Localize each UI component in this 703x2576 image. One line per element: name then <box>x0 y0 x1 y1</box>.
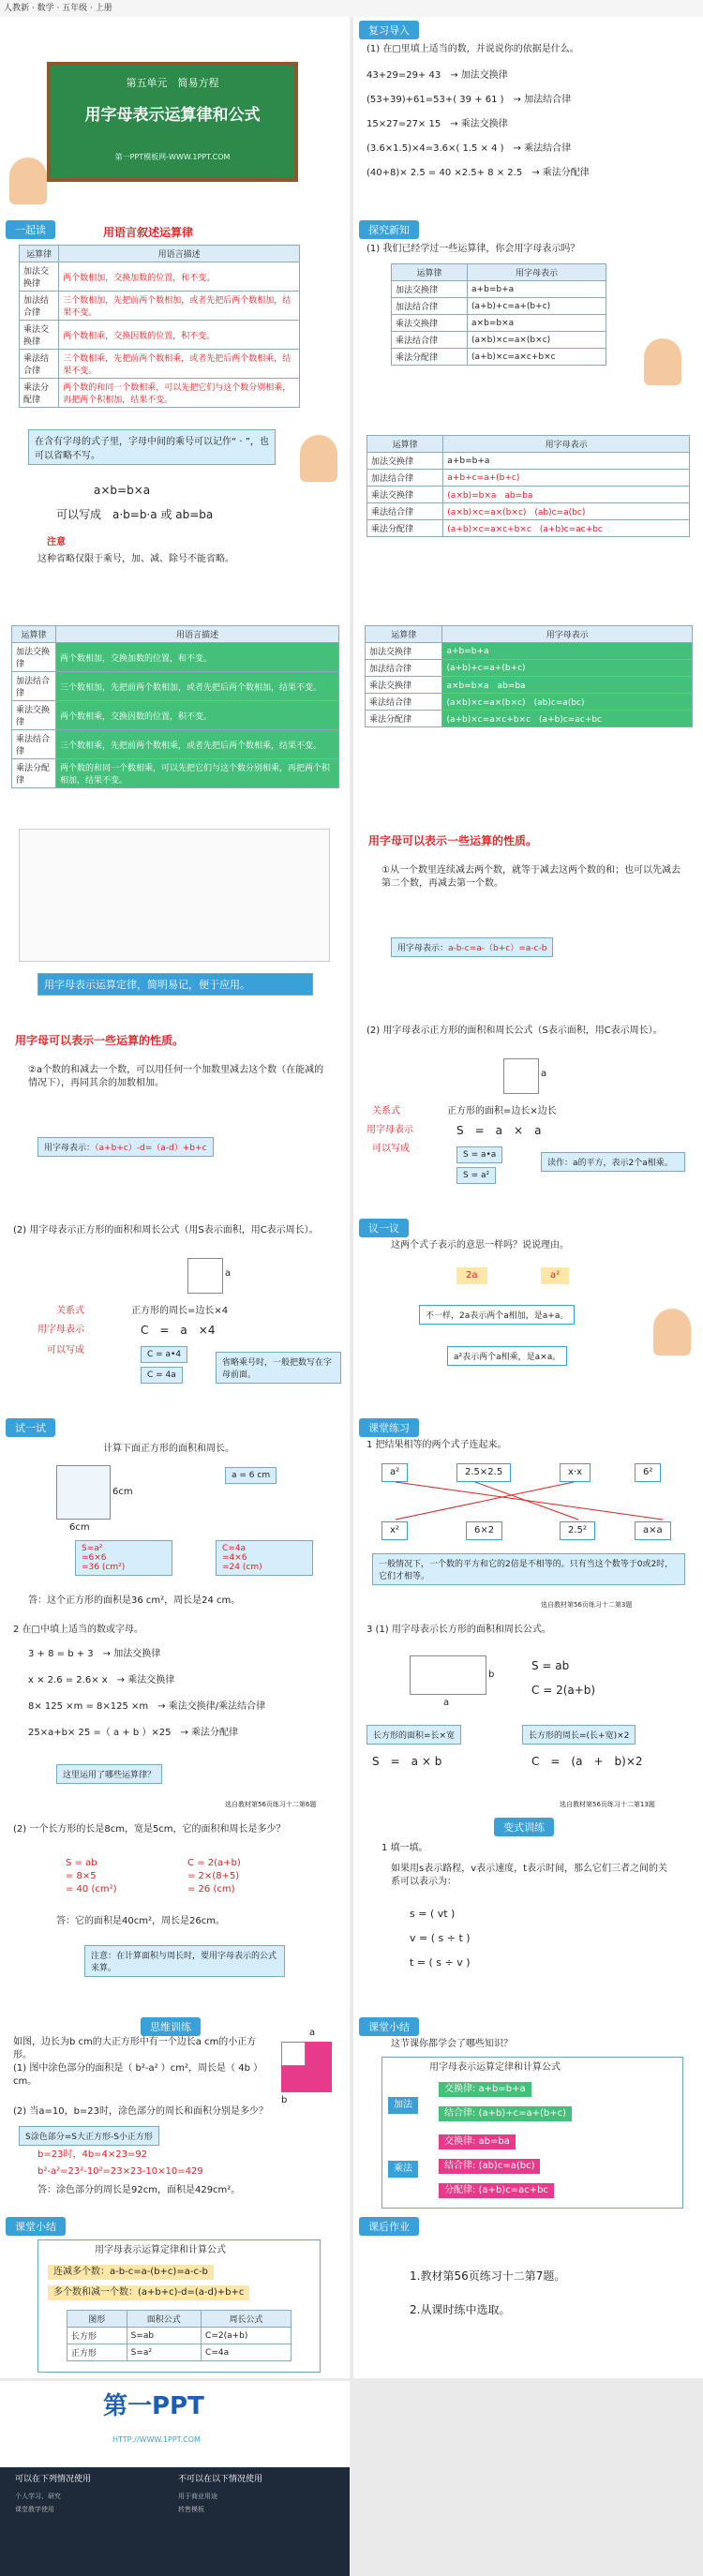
rect2-note: 注意：在计算面积与周长时，要用字母表示的公式来算。 <box>84 1945 285 1977</box>
law-name: 乘法分配律 <box>392 349 468 366</box>
rect2-slide <box>0 1814 350 2014</box>
homework-slide <box>353 2213 703 2378</box>
summary-question: 这节课你都学会了哪些知识？ <box>391 2039 513 2049</box>
law-formula: a+b=b+a <box>443 453 690 470</box>
summary-row: 交换律: ab=ba <box>439 2134 516 2149</box>
fill-question: 2 在□中填上适当的数或字母。 <box>13 1625 143 1635</box>
omit-table <box>366 435 690 537</box>
perim-formula: C = a ×4 <box>141 1324 216 1337</box>
summary-row: 分配律: (a+b)c=ac+bc <box>439 2183 554 2198</box>
think-tag: 思维训练 <box>141 2017 201 2036</box>
rect-area-formula: S = a × b <box>372 1755 442 1768</box>
summary-row: 结合律: (a+b)+c=a+(b+c) <box>439 2106 572 2121</box>
rel-label: 关系式 <box>372 1106 400 1116</box>
calc-line: =24 (cm) <box>222 1563 262 1572</box>
fill-ask: 这里运用了哪些运算律？ <box>56 1764 162 1784</box>
think-q2: (2) 当a=10，b=23时，涂色部分的周长和面积分别是多少？ <box>13 2106 269 2117</box>
omit-header: 用字母表示 <box>443 436 690 453</box>
cover-unit: 第五单元 简易方程 <box>126 77 219 89</box>
law-name: 乘法结合律 <box>20 350 59 379</box>
area-formula-square: S = a² <box>456 1167 496 1184</box>
explore-question: (1) 我们已经学过一些运算律，你会用字母表示吗？ <box>366 244 580 254</box>
child-character <box>9 157 47 204</box>
footer-right-item: 转售模板 <box>178 2506 204 2513</box>
rule1-slide <box>353 816 703 1015</box>
area-formula-dot: S = a•a <box>456 1146 502 1163</box>
area-formula: S=a² <box>127 2344 201 2361</box>
perim-formula: C=2(a+b) <box>202 2328 292 2344</box>
rect-length-label: a <box>443 1698 450 1708</box>
law-formula: (a+b)+c=a+(b+c) <box>468 298 606 315</box>
law-name: 加法结合律 <box>20 292 59 321</box>
rect-perim: C = 2(a+b) <box>531 1684 596 1697</box>
summary1-slide <box>0 816 350 1015</box>
rel2-label: 用字母表示 <box>366 1125 413 1135</box>
rule2-slide <box>0 1015 350 1215</box>
calc-line: C = 2(a+b) <box>187 1858 241 1868</box>
match-bottom[interactable]: a×a <box>635 1521 671 1540</box>
rect-width-label: b <box>488 1670 495 1680</box>
match-bottom[interactable]: 2.5² <box>560 1521 595 1540</box>
discuss-answer2: a²表示两个a相乘，是a×a。 <box>447 1346 567 1366</box>
law-name: 乘法分配律 <box>366 711 442 727</box>
law-desc: 两个数相加，交换加数的位置，和不变。 <box>55 643 338 672</box>
law-name: 乘法交换律 <box>392 315 468 332</box>
rel3-label: 可以写成 <box>372 1144 410 1154</box>
law-name: 加法结合律 <box>392 298 468 315</box>
perim-formula-short: C = 4a <box>141 1367 183 1384</box>
think-question: 如图，边长为b cm的大正方形中有一个边长a cm的小正方形。 <box>13 2037 257 2060</box>
footer-url: HTTP://WWW.1PPT.COM <box>112 2435 201 2444</box>
discuss-answer1: 不一样，2a表示两个a相加，是a+a。 <box>419 1305 575 1325</box>
perim-formula-dot: C = a•4 <box>141 1346 187 1363</box>
calc-line: = 2×(8+5) <box>187 1871 240 1881</box>
exercise1-tag: 试一试 <box>6 1418 55 1437</box>
summary-row: 交换律: a+b=b+a <box>439 2082 531 2097</box>
omit-slide <box>0 416 350 616</box>
practice-note: 一般情况下，一个数的平方和它的2倍是不相等的。只有当这个数等于0或2时，它们才相等。 <box>372 1553 685 1585</box>
footer-left-title: 可以在下列情况使用 <box>15 2475 92 2484</box>
rect-question: 3 (1) 用字母表示长方形的面积和周长公式。 <box>366 1625 551 1635</box>
calc-line: =6×6 <box>82 1553 107 1563</box>
rect2-perim-calc <box>187 1857 241 1896</box>
explore-header: 运算律 <box>392 264 468 281</box>
rect-perim-formula: C = (a + b)×2 <box>531 1755 643 1768</box>
rel-label: 关系式 <box>56 1306 84 1316</box>
speed-slide <box>353 1814 703 2014</box>
summary2-title: 用字母表示运算定律和计算公式 <box>95 2245 226 2255</box>
law-formula: a×b=b×a <box>468 315 606 332</box>
rule2-label: 用字母表示： <box>44 1144 96 1153</box>
compare-table <box>11 625 339 788</box>
square-figure <box>187 1258 223 1294</box>
law-formula: (a+b)+c=a+(b+c) <box>442 660 693 677</box>
law-formula: (a+b)×c=a×c+b×c (a+b)c=ac+bc <box>442 711 693 727</box>
omit-note: 这种省略仅限于乘号，加、减、除号不能省略。 <box>37 554 234 564</box>
exercise1-answer: 答：这个正方形的面积是36 cm²，周长是24 cm。 <box>28 1595 241 1606</box>
calc-line: =4×6 <box>222 1553 247 1563</box>
perim-formula-text: 正方形的周长=边长×4 <box>131 1306 229 1316</box>
rule2-formula: （a+b+c）-d=（a-d）+b+c <box>95 1144 207 1153</box>
think-step1: b=23时，4b=4×23=92 <box>37 2149 148 2160</box>
law-formula: a+b+c=a+(b+c) <box>443 470 690 487</box>
area-formula: S = a × a <box>456 1124 542 1137</box>
speed-text: 如果用s表示路程，v表示速度，t表示时间，那么它们三者之间的关系可以表示为： <box>391 1864 668 1887</box>
law-formula: (a×b)×c=a×(b×c) (ab)c=a(bc) <box>443 503 690 520</box>
rect-perim-rule: 长方形的周长=(长+宽)×2 <box>522 1725 636 1745</box>
speed-t: t = ( s ÷ v ) <box>410 1956 471 1969</box>
law-name: 加法交换律 <box>392 281 468 298</box>
summary-add-label: 加法 <box>388 2097 418 2114</box>
area-slide <box>353 1015 703 1215</box>
area-calc <box>75 1540 172 1576</box>
area-read: 读作：a的平方，表示2个a相乘。 <box>541 1152 685 1172</box>
practice-slide <box>353 1415 703 1614</box>
speed-question: 1 填一填。 <box>381 1843 428 1853</box>
review-row: (3.6×1.5)×4=3.6×( 1.5 × 4 ) → 乘法结合律 <box>366 143 572 154</box>
side-value: a = 6 cm <box>225 1467 277 1484</box>
law-formula: (a+b)×c=a×c+b×c <box>468 349 606 366</box>
laws-header: 运算律 <box>20 246 59 262</box>
law-formula: (a+b)×c=a×c+b×c (a+b)c=ac+bc <box>443 520 690 537</box>
rect-figure <box>410 1655 486 1695</box>
rect2-question: (2) 一个长方形的长是8cm，宽是5cm，它的面积和周长是多少？ <box>13 1824 286 1835</box>
fill-row: 25×a+b× 25 =（ a + b ）×25 → 乘法分配律 <box>28 1728 239 1738</box>
think-q1: (1) 图中涂色部分的面积是（ b²-a² ）cm²，周长是（ 4b ）cm。 <box>13 2063 263 2087</box>
big-side-label: b <box>281 2095 288 2105</box>
laws-text-slide <box>0 217 350 416</box>
header-bar <box>0 0 703 17</box>
review-row: 15×27=27× 15 → 乘法交换律 <box>366 119 508 129</box>
rule1-formula-box <box>391 937 553 957</box>
law-desc: 三个数相加，先把前两个数相加，或者先把后两个数相加，结果不变。 <box>55 672 338 701</box>
law-formula: a×b=b×a ab=ba <box>442 677 693 694</box>
perim-slide <box>0 1215 350 1415</box>
small-square-figure <box>281 2042 306 2066</box>
calc-line: = 8×5 <box>66 1871 97 1881</box>
review-row: (53+39)+61=53+( 39 + 61 ) → 加法结合律 <box>366 95 572 105</box>
perim-note: 省略乘号时，一般把数写在字母前面。 <box>216 1352 341 1384</box>
header-text: 人教新 · 数学 · 五年级 · 上册 <box>4 4 112 13</box>
laws-title: 用语言叙述运算律 <box>103 226 194 239</box>
cover-site: 第一PPT模板网-WWW.1PPT.COM <box>114 153 231 161</box>
mini-table-preview <box>19 829 330 962</box>
practice-tag: 课堂练习 <box>359 1418 419 1437</box>
summary-slide <box>353 2014 703 2213</box>
square-figure <box>56 1465 111 1520</box>
calc-line: S = ab <box>66 1858 97 1868</box>
compare-formula-slide <box>353 616 703 816</box>
law-formula: a+b=b+a <box>442 643 693 660</box>
summary-tag: 课堂小结 <box>359 2017 419 2036</box>
side-label: a <box>225 1268 232 1279</box>
child-character <box>300 435 337 482</box>
shape-name: 长方形 <box>67 2328 127 2344</box>
compare-text-slide <box>0 616 350 816</box>
law-name: 加法结合律 <box>12 672 56 701</box>
speed-tag: 变式训练 <box>494 1818 554 1836</box>
law-name: 乘法分配律 <box>12 759 56 788</box>
match-bottom[interactable]: x² <box>381 1521 408 1540</box>
law-desc: 两个数的和同一个数相乘，可以先把它们与这个数分别相乘，再把两个积相加，结果不变。 <box>55 759 338 788</box>
law-name: 乘法结合律 <box>392 332 468 349</box>
summary2-slide <box>0 2213 350 2378</box>
match-top[interactable]: 6² <box>635 1463 661 1482</box>
rule1-label: 用字母表示： <box>397 944 449 953</box>
law-name: 乘法结合律 <box>366 694 442 711</box>
rule2-title: 用字母可以表示一些运算的性质。 <box>15 1034 185 1047</box>
area-question: (2) 用字母表示正方形的面积和周长公式（S表示面积，用C表示周长）。 <box>366 1026 663 1036</box>
law-name: 乘法分配律 <box>20 379 59 408</box>
rect-area-rule: 长方形的面积=长×宽 <box>366 1725 461 1745</box>
law-desc: 两个数相乘，交换因数的位置，积不变。 <box>59 321 300 350</box>
omit-header: 运算律 <box>367 436 443 453</box>
child-character <box>653 1309 691 1355</box>
summary-mul-label: 乘法 <box>388 2161 418 2178</box>
match-line <box>396 1482 574 1520</box>
area-formula: S=ab <box>127 2328 201 2344</box>
review-question: (1) 在□里填上适当的数，并说说你的依据是什么。 <box>366 44 579 54</box>
perim-question: (2) 用字母表示正方形的面积和周长公式（用S表示面积，用C表示周长）。 <box>13 1225 319 1236</box>
law-name: 乘法交换律 <box>366 677 442 694</box>
calc-line: = 40 (cm²) <box>66 1884 117 1895</box>
rule1-text: ①从一个数里连续减去两个数，就等于减去这两个数的和；也可以先减去第二个数，再减去第一个数。 <box>381 865 681 889</box>
perim-calc <box>216 1540 313 1576</box>
law-name: 加法交换律 <box>367 453 443 470</box>
homework-tag: 课后作业 <box>359 2217 419 2236</box>
fill-slide <box>0 1614 350 1814</box>
calc-line: S=a² <box>82 1544 103 1553</box>
law-formula: (a×b)×c=a×(b×c) (ab)c=a(bc) <box>442 694 693 711</box>
compare-header: 用语言描述 <box>55 626 338 643</box>
laws-header: 用语言描述 <box>59 246 300 262</box>
expr-a-squared: a² <box>541 1267 569 1284</box>
footer-right-item: 用于商业用途 <box>178 2493 217 2500</box>
rect-area: S = ab <box>531 1659 570 1672</box>
summary2-rule1: 连减多个数：a-b-c=a-(b+c)=a-c-b <box>48 2265 214 2280</box>
match-top[interactable]: x·x <box>560 1463 591 1482</box>
footer-logo: 第一PPT <box>103 2392 204 2420</box>
shape-name: 正方形 <box>67 2344 127 2361</box>
match-line <box>475 1482 578 1520</box>
law-name: 乘法结合律 <box>12 730 56 759</box>
speed-v: v = ( s ÷ t ) <box>410 1932 471 1944</box>
summary2-rule2: 多个数和减一个数：(a+b+c)-d=(a-d)+b+c <box>48 2285 249 2300</box>
law-desc: 两个数相加，交换加数的位置，和不变。 <box>59 262 300 292</box>
s2-header: 周长公式 <box>202 2311 292 2328</box>
omit-explain: 在含有字母的式子里，字母中间的乘号可以记作“ · ”，也可以省略不写。 <box>28 429 276 465</box>
compare-header: 运算律 <box>12 626 56 643</box>
law-formula: (a×b)×c=a×(b×c) <box>468 332 606 349</box>
height-label: 6cm <box>112 1487 133 1497</box>
compare-formula-table <box>365 625 693 727</box>
calc-line: C=4a <box>222 1544 247 1553</box>
footer-panel <box>0 2467 350 2576</box>
fill-row: 3 + 8 = b + 3 → 加法交换律 <box>28 1649 161 1659</box>
explore-table <box>391 263 606 366</box>
footer-left-item: 个人学习、研究 <box>15 2493 61 2500</box>
discuss-slide <box>353 1215 703 1415</box>
rule2-formula-box <box>37 1137 214 1157</box>
omit-rewrite: 可以写成 a·b=b·a 或 ab=ba <box>56 508 214 521</box>
perim-formula: C=4a <box>202 2344 292 2361</box>
area-formula-text: 正方形的面积=边长×边长 <box>447 1106 557 1116</box>
summary1-text: 用字母表示运算定律，简明易记，便于应用。 <box>37 973 313 996</box>
chalkboard <box>47 62 298 182</box>
omit-table-slide <box>353 416 703 616</box>
summary2-box <box>37 2239 321 2373</box>
think-step2: b²-a²=23²-10²=23×23-10×10=429 <box>37 2166 203 2177</box>
law-name: 加法结合律 <box>366 660 442 677</box>
think-formula: S涂色部分=S大正方形-S小正方形 <box>19 2126 159 2146</box>
law-desc: 两个数的和同一个数相乘，可以先把它们与这个数分别相乘，再把两个积相加，结果不变。 <box>59 379 300 408</box>
summary-title: 用字母表示运算定律和计算公式 <box>429 2062 561 2073</box>
side-label: a <box>541 1069 547 1079</box>
fill-row: x × 2.6 = 2.6× x → 乘法交换律 <box>28 1675 175 1685</box>
law-name: 乘法交换律 <box>12 701 56 730</box>
laws-table <box>19 245 300 408</box>
footer-slide <box>0 2381 350 2576</box>
rect-slide <box>353 1614 703 1814</box>
rect2-area-calc <box>66 1857 117 1896</box>
calc-line: = 26 (cm) <box>187 1884 235 1895</box>
fill-row: 8× 125 ×m = 8×125 ×m → 乘法交换律/乘法结合律 <box>28 1701 266 1712</box>
think-slide <box>0 2014 350 2213</box>
practice-question: 1 把结果相等的两个式子连起来。 <box>366 1440 507 1450</box>
summary2-table <box>67 2310 292 2361</box>
law-name: 加法交换律 <box>20 262 59 292</box>
law-name: 乘法结合律 <box>367 503 443 520</box>
child-character <box>644 338 681 385</box>
s2-header: 面积公式 <box>127 2311 201 2328</box>
cover-slide <box>0 17 350 217</box>
summary-box <box>381 2057 683 2209</box>
explore-tag: 探究新知 <box>359 220 419 239</box>
practice-source: 选自教材第56页练习十二第3题 <box>541 1601 633 1609</box>
calc-line: =36 (cm²) <box>82 1563 126 1572</box>
exercise1-slide <box>0 1415 350 1614</box>
cover-title: 用字母表示运算律和公式 <box>84 106 261 125</box>
review-row: (40+8)× 2.5 = 40 ×2.5+ 8 × 2.5 → 乘法分配律 <box>366 168 590 178</box>
law-name: 加法交换律 <box>366 643 442 660</box>
summary-row: 结合律: (ab)c=a(bc) <box>439 2159 540 2174</box>
rule1-formula: a-b-c=a-（b+c）=a-c-b <box>448 944 547 953</box>
law-name: 加法结合律 <box>367 470 443 487</box>
discuss-tag: 议一议 <box>359 1219 409 1237</box>
big-square-figure <box>281 2042 332 2092</box>
fill-source: 选自教材第56页练习十二第6题 <box>225 1801 317 1808</box>
width-label: 6cm <box>69 1522 90 1533</box>
law-name: 加法交换律 <box>12 643 56 672</box>
law-name: 乘法交换律 <box>367 487 443 503</box>
exercise1-question: 计算下面正方形的面积和周长。 <box>103 1444 234 1454</box>
rule1-title: 用字母可以表示一些运算的性质。 <box>368 834 538 847</box>
rect-source: 选自教材第56页练习十二第13题 <box>560 1801 655 1808</box>
homework-item1: 1.教材第56页练习十二第7题。 <box>410 2269 566 2283</box>
think-answer: 答：涂色部分的周长是92cm，面积是429cm²。 <box>37 2185 241 2195</box>
small-side-label: a <box>309 2028 316 2038</box>
rel2-label: 用字母表示 <box>37 1325 84 1335</box>
square-figure <box>503 1058 539 1094</box>
law-desc: 三个数相乘，先把前两个数相乘，或者先把后两个数相乘，结果不变。 <box>55 730 338 759</box>
rect2-answer: 答：它的面积是40cm²，周长是26cm。 <box>56 1916 225 1926</box>
law-desc: 两个数相乘，交换因数的位置，积不变。 <box>55 701 338 730</box>
explore-header: 用字母表示 <box>468 264 606 281</box>
review-slide <box>353 17 703 217</box>
homework-item2: 2.从课时练中选取。 <box>410 2303 511 2316</box>
law-desc: 三个数相加，先把前两个数相加，或者先把后两个数相加，结果不变。 <box>59 292 300 321</box>
footer-right-title: 不可以在以下情况使用 <box>178 2475 263 2484</box>
law-formula: a+b=b+a <box>468 281 606 298</box>
match-top[interactable]: 2.5×2.5 <box>456 1463 511 1482</box>
compare-header: 运算律 <box>366 626 442 643</box>
s2-header: 图形 <box>67 2311 127 2328</box>
review-tag: 复习导入 <box>359 21 419 39</box>
law-name: 乘法分配律 <box>367 520 443 537</box>
explore-slide <box>353 217 703 416</box>
match-top[interactable]: a² <box>381 1463 408 1482</box>
rel3-label: 可以写成 <box>47 1345 84 1355</box>
law-desc: 三个数相乘，先把前两个数相乘，或者先把后两个数相乘，结果不变。 <box>59 350 300 379</box>
expr-2a: 2a <box>456 1267 487 1284</box>
footer-left-item: 课堂教学使用 <box>15 2506 54 2513</box>
omit-formula: a×b=b×a <box>94 484 151 497</box>
summary2-tag: 课堂小结 <box>6 2217 66 2236</box>
match-line <box>396 1482 663 1520</box>
speed-s: s = ( vt ) <box>410 1908 456 1920</box>
law-formula: (a×b)=b×a ab=ba <box>443 487 690 503</box>
rule2-text: ②a个数的和减去一个数，可以用任何一个加数里减去这个数（在能减的情况下），再同其余的加数相加。 <box>28 1065 324 1088</box>
match-bottom[interactable]: 6×2 <box>466 1521 502 1540</box>
law-name: 乘法交换律 <box>20 321 59 350</box>
review-row: 43+29=29+ 43 → 加法交换律 <box>366 70 508 81</box>
laws-tag: 一起读 <box>6 220 55 239</box>
discuss-question: 这两个式子表示的意思一样吗？说说理由。 <box>391 1240 569 1251</box>
compare-header: 用字母表示 <box>442 626 693 643</box>
omit-note-title: 注意 <box>47 537 66 547</box>
